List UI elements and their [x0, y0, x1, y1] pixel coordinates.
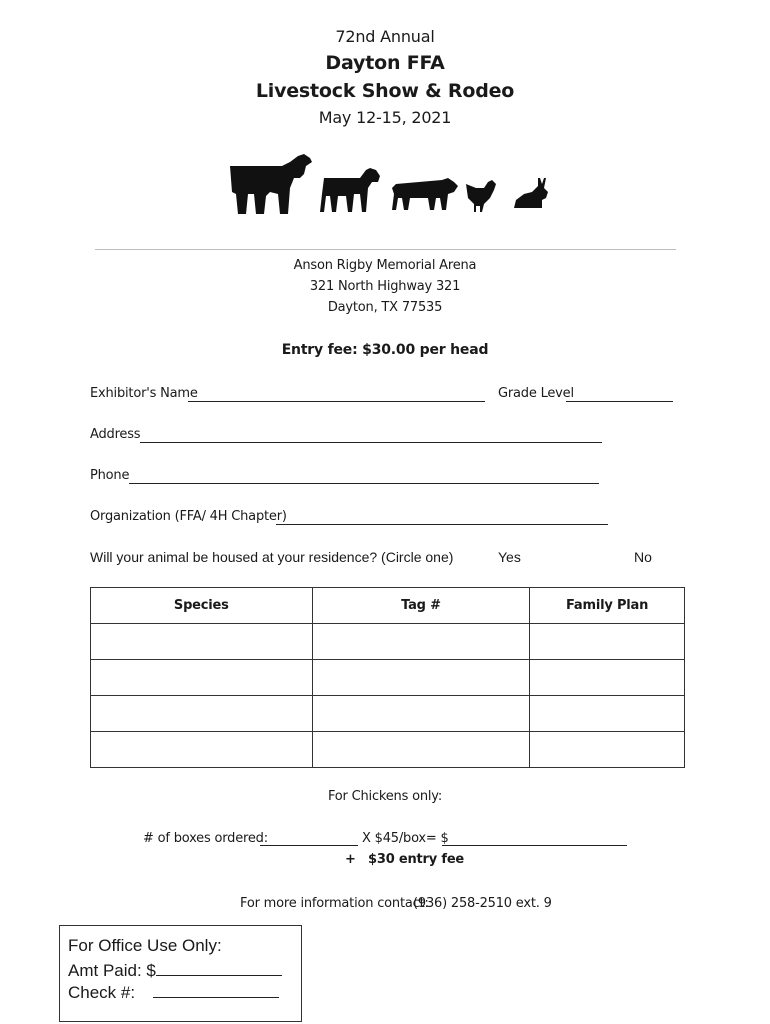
family-plan-cell[interactable] — [530, 660, 685, 696]
grade-level-label: Grade Level — [498, 386, 574, 401]
venue-city: Dayton, TX 77535 — [327, 300, 443, 315]
event-dates: May 12-15, 2021 — [318, 108, 452, 127]
check-label: Check #: — [68, 983, 136, 1002]
divider — [95, 249, 676, 250]
org-title: Dayton FFA — [325, 52, 445, 74]
tag-cell[interactable] — [312, 732, 530, 768]
phone-field[interactable] — [129, 483, 599, 484]
chicken-icon — [466, 180, 496, 212]
chickens-entry-fee: $30 entry fee — [368, 852, 465, 867]
annual-label: 72nd Annual — [335, 27, 435, 46]
address-field[interactable] — [140, 442, 602, 443]
exhibitor-name-field[interactable] — [188, 401, 485, 402]
family-plan-cell[interactable] — [530, 696, 685, 732]
rabbit-icon — [514, 178, 548, 208]
chickens-total-field[interactable] — [442, 845, 627, 846]
office-use-title: For Office Use Only: — [68, 936, 222, 955]
amt-paid-field[interactable] — [156, 959, 282, 976]
family-plan-header: Family Plan — [530, 588, 685, 624]
species-table — [90, 587, 685, 768]
pig-icon — [392, 178, 458, 210]
table-row — [91, 660, 685, 696]
address-label: Address — [90, 427, 141, 442]
plus-sign: + — [345, 852, 356, 867]
table-row — [91, 696, 685, 732]
species-cell[interactable] — [91, 660, 313, 696]
contact-label: For more information contact: — [240, 896, 429, 911]
livestock-silhouettes-image — [220, 148, 550, 218]
price-per-box-label: X $45/box= $ — [362, 831, 449, 846]
event-title: Livestock Show & Rodeo — [255, 80, 515, 102]
goat-icon — [320, 168, 380, 212]
table-row — [91, 732, 685, 768]
check-row — [68, 981, 279, 1003]
grade-level-field[interactable] — [566, 401, 673, 402]
venue-name: Anson Rigby Memorial Arena — [293, 258, 477, 273]
species-cell[interactable] — [91, 624, 313, 660]
species-cell[interactable] — [91, 732, 313, 768]
boxes-ordered-field[interactable] — [260, 845, 358, 846]
organization-field[interactable] — [276, 524, 608, 525]
family-plan-cell[interactable] — [530, 624, 685, 660]
cow-icon — [230, 154, 312, 214]
tag-cell[interactable] — [312, 696, 530, 732]
table-row — [91, 624, 685, 660]
phone-label: Phone — [90, 468, 130, 483]
tag-cell[interactable] — [312, 660, 530, 696]
check-number-field[interactable] — [153, 981, 279, 998]
housed-no-option[interactable]: No — [634, 549, 652, 565]
entry-fee: Entry fee: $30.00 per head — [281, 342, 489, 358]
housed-yes-option[interactable]: Yes — [498, 549, 521, 565]
tag-header: Tag # — [312, 588, 530, 624]
contact-phone: (936) 258-2510 ext. 9 — [413, 896, 552, 911]
chickens-heading: For Chickens only: — [327, 789, 443, 804]
family-plan-cell[interactable] — [530, 732, 685, 768]
table-header-row — [91, 588, 685, 624]
boxes-ordered-label: # of boxes ordered: — [143, 831, 268, 846]
exhibitor-name-label: Exhibitor's Name — [90, 386, 198, 401]
species-cell[interactable] — [91, 696, 313, 732]
office-use-box — [59, 925, 302, 1022]
amt-paid-row — [68, 959, 282, 981]
species-header: Species — [91, 588, 313, 624]
venue-street: 321 North Highway 321 — [309, 279, 461, 294]
organization-label: Organization (FFA/ 4H Chapter) — [90, 509, 287, 524]
amt-paid-label: Amt Paid: $ — [68, 961, 156, 980]
tag-cell[interactable] — [312, 624, 530, 660]
housed-question: Will your animal be housed at your residence? (Circle one) — [90, 549, 454, 565]
